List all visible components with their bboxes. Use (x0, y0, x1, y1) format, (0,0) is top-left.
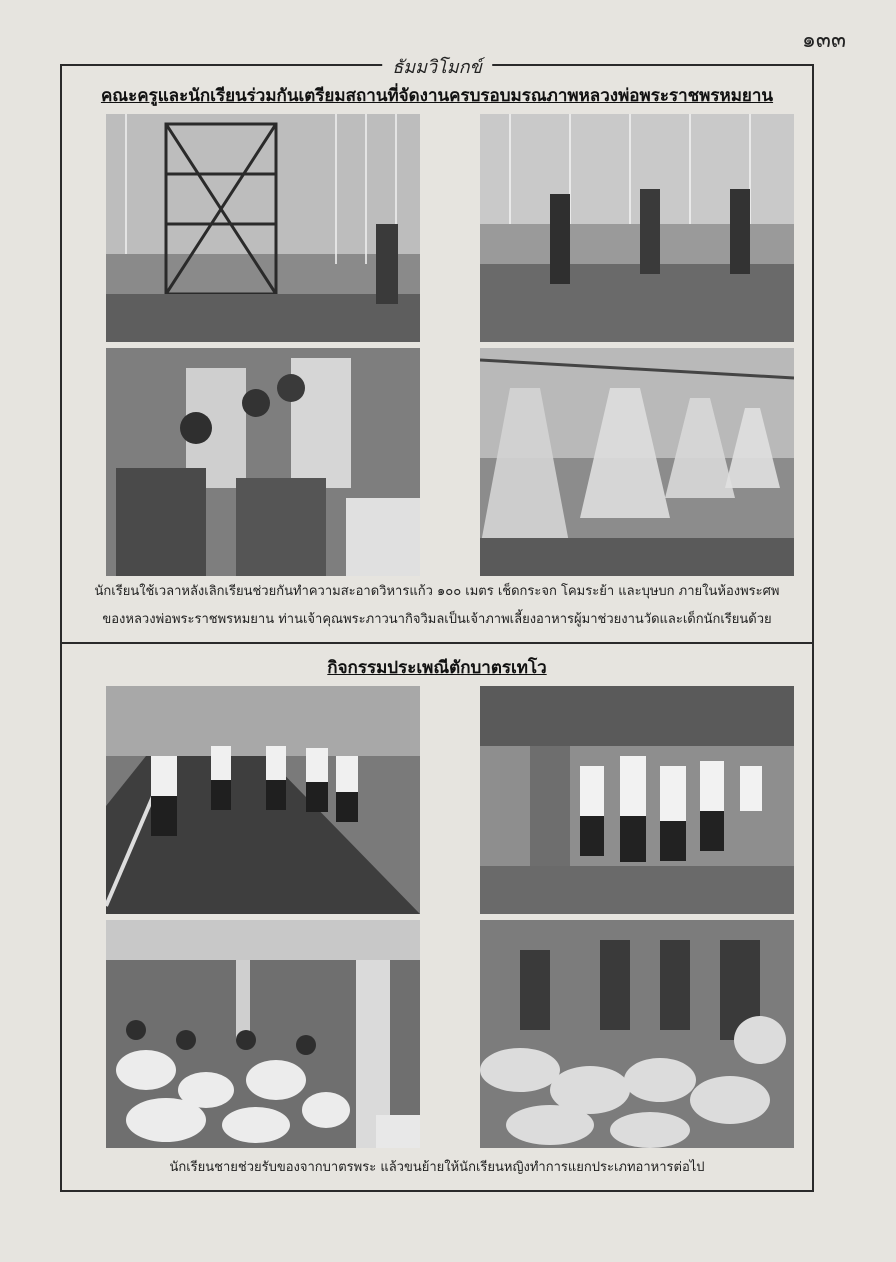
photo-sorting-food-hall (106, 920, 420, 1148)
section-1-caption-line-2: ของหลวงพ่อพระราชพรหมยาน ท่านเจ้าคุณพระภาวนากิจวิมลเป็นเจ้าภาพเลี้ยงอาหารผู้มาช่วยงานวัดและเด็กนักเรียนด้วย (102, 612, 772, 627)
photo-students-sweeping-road (106, 686, 420, 914)
photo-alms-giving (480, 686, 794, 914)
section-divider (62, 642, 812, 644)
photo-students-cleaning-chandelier (106, 348, 420, 576)
section-2-caption-line-1: นักเรียนชายช่วยรับของจากบาตรพระ แล้วขนย้ายให้นักเรียนหญิงทำการแยกประเภทอาหารต่อไป (169, 1160, 705, 1175)
page-number: ๑๓๓ (801, 28, 846, 53)
photo-food-bags (480, 920, 794, 1148)
section-1-caption-line-1: นักเรียนใช้เวลาหลังเลิกเรียนช่วยกันทำความสะอาดวิหารแก้ว ๑๐๐ เมตร เช็ดกระจก โคมระย้า และบุษบก ภายในห้องพระศพ (94, 584, 780, 599)
photo-floor-mopping (480, 114, 794, 342)
photo-scaffolding-cleaning (106, 114, 420, 342)
section-1-heading: คณะครูและนักเรียนร่วมกันเตรียมสถานที่จัดงานครบรอบมรณภาพหลวงพ่อพระราชพรหมยาน (100, 86, 774, 106)
section-1-caption (72, 578, 802, 634)
section-2-heading: กิจกรรมประเพณีตักบาตรเทโว (327, 658, 547, 678)
journal-title: ธัมมวิโมกข์ (382, 52, 492, 81)
section-2-caption (72, 1154, 802, 1182)
photo-glass-chandeliers (480, 348, 794, 576)
article-frame (60, 57, 814, 1192)
